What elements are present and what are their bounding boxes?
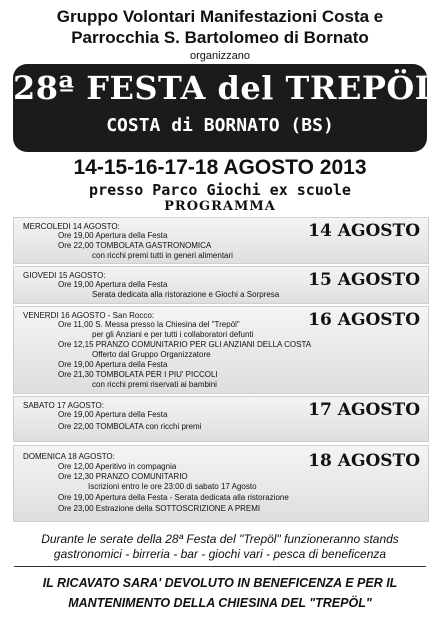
charity-notice-line-2: MANTENIMENTO DELLA CHIESINA DEL "TREPÖL" (68, 596, 372, 610)
day-heading: DOMENICA 18 AGOSTO: (23, 452, 115, 461)
organizzano-text: organizzano (190, 50, 250, 62)
schedule-line: Offerto dal Gruppo Organizzatore (92, 350, 211, 359)
schedule-line: Ore 19,00 Apertura della Festa - Serata dedicata alla ristorazione (58, 493, 289, 502)
schedule-line: Serata dedicata alla ristorazione e Giochi a Sorpresa (92, 290, 280, 299)
schedule-line: Ore 19,00 Apertura della Festa (58, 410, 168, 419)
day-label: 15 AGOSTO (308, 270, 420, 290)
schedule-line: per gli Anziani e per tutti i collaboratori defunti (92, 330, 254, 339)
day-heading: SABATO 17 AGOSTO: (23, 401, 104, 410)
organizer-line-2: Parrocchia S. Bartolomeo di Bornato (71, 28, 369, 47)
programma-heading: PROGRAMMA (164, 199, 276, 214)
divider (14, 566, 426, 567)
schedule-line: Ore 23,00 Estrazione della SOTTOSCRIZIONE A PREMI (58, 504, 261, 513)
day-panel-18 (13, 445, 429, 522)
schedule-line: Ore 21,30 TOMBOLATA PER I PIU' PICCOLI (58, 370, 218, 379)
festival-title: 28ª FESTA del TREPÖL (13, 69, 438, 107)
day-heading: VENERDI 16 AGOSTO - San Rocco: (23, 311, 155, 320)
schedule-line: Ore 19,00 Apertura della Festa (58, 231, 168, 240)
schedule-line: con ricchi premi tutti in generi alimentari (92, 251, 233, 260)
footer-note-line-1: Durante le serate della 28ª Festa del "Trepöl" funzioneranno stands (41, 532, 399, 546)
schedule-line: con ricchi premi riservati ai bambini (92, 380, 217, 389)
title-banner (13, 64, 438, 152)
schedule-line: Ore 19,00 Apertura della Festa (58, 280, 168, 289)
day-panel-16 (13, 306, 429, 394)
day-heading: GIOVEDI 15 AGOSTO: (23, 271, 106, 280)
day-label: 17 AGOSTO (308, 400, 420, 420)
day-panel-17 (13, 396, 429, 442)
day-label: 16 AGOSTO (308, 310, 420, 330)
day-panel-15 (13, 266, 429, 304)
schedule-line: Ore 12,15 PRANZO COMUNITARIO PER GLI ANZIANI DELLA COSTA (58, 340, 312, 349)
schedule-line: Iscrizioni entro le ore 23:00 di sabato 17 Agosto (88, 482, 257, 491)
organizer-line-1: Gruppo Volontari Manifestazioni Costa e (56, 7, 384, 26)
schedule-line: Ore 22,00 TOMBOLATA con ricchi premi (58, 422, 202, 431)
festival-subtitle: COSTA di BORNATO (BS) (106, 115, 334, 136)
charity-notice-line-1: IL RICAVATO SARA' DEVOLUTO IN BENEFICENZA E PER IL (42, 576, 398, 590)
schedule-line: Ore 12,30 PRANZO COMUNITARIO (58, 472, 188, 481)
day-panel-14 (13, 217, 429, 264)
day-heading: MERCOLEDI 14 AGOSTO: (23, 222, 120, 231)
day-label: 18 AGOSTO (308, 451, 420, 471)
schedule-line: Ore 11,00 S. Messa presso la Chiesina del "Trepöl" (58, 320, 240, 329)
festival-location: presso Parco Giochi ex scuole (89, 181, 351, 199)
day-label: 14 AGOSTO (308, 221, 420, 241)
schedule-line: Ore 22,00 TOMBOLATA GASTRONOMICA (58, 241, 212, 250)
footer-note-line-2: gastronomici - birreria - bar - giochi vari - pesca di beneficenza (53, 547, 387, 561)
schedule-line: Ore 12,00 Aperitivo in compagnia (58, 462, 177, 471)
schedule-line: Ore 19,00 Apertura della Festa (58, 360, 168, 369)
festival-dates: 14-15-16-17-18 AGOSTO 2013 (73, 156, 367, 179)
